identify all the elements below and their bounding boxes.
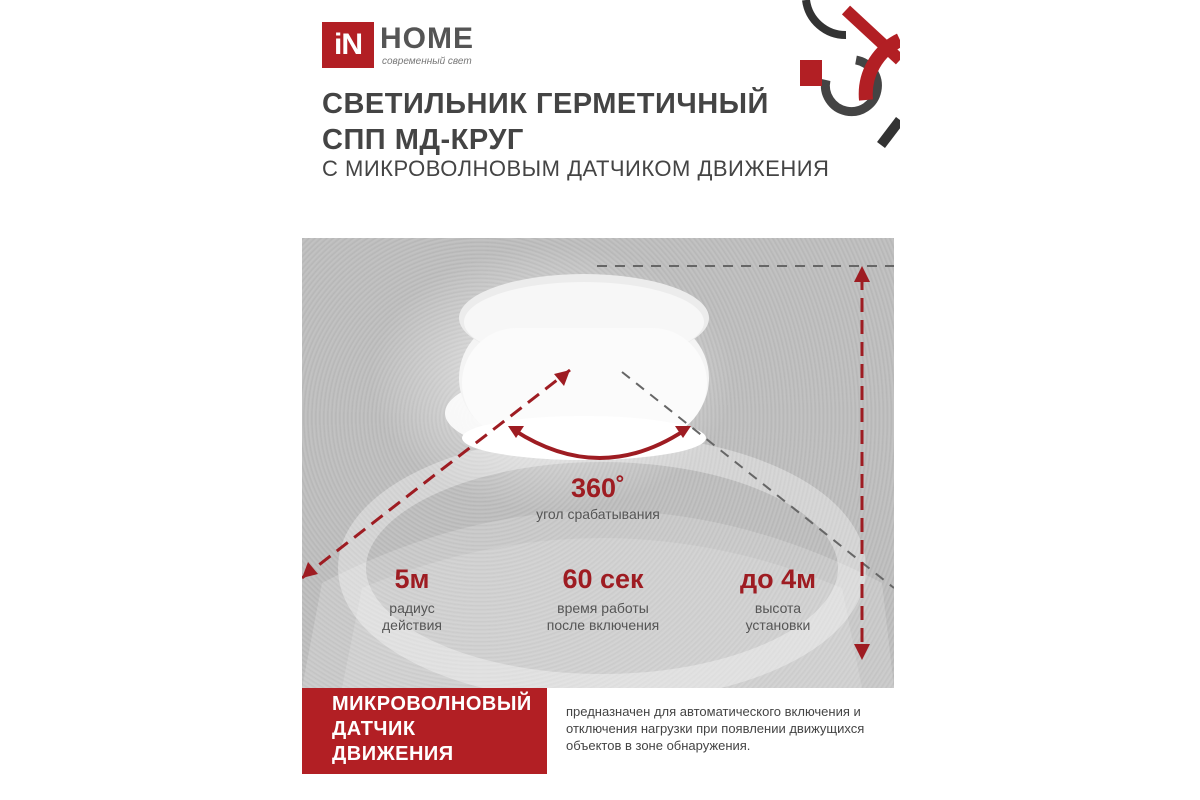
logo-mark: iN [322, 22, 374, 68]
angle-value: 360˚ [570, 473, 626, 503]
radius-spec [357, 564, 467, 634]
product-subtitle: С МИКРОВОЛНОВЫМ ДАТЧИКОМ ДВИЖЕНИЯ [322, 156, 830, 181]
product-title [322, 86, 769, 158]
feature-description: предназначен для автоматического включения и отключения нагрузки при появлении движущихся объектов в зоне обнаружения. [566, 704, 865, 753]
radius-value: 5м [394, 564, 430, 594]
time-label: время работы после включения [546, 600, 660, 633]
angle-label: угол срабатывания [536, 506, 660, 522]
title-line-2: СПП МД-КРУГ [322, 124, 524, 156]
lamp-illustration [445, 274, 709, 460]
height-label: высота установки [745, 600, 811, 633]
logo-tagline: современный свет [382, 56, 472, 67]
angle-spec [538, 473, 658, 503]
product-hero-image [302, 238, 894, 688]
logo-name: HOME [380, 22, 474, 55]
height-spec [723, 564, 833, 634]
brand-logo [322, 22, 492, 70]
time-value: 60 сек [562, 564, 644, 594]
decorative-corner-graphic [786, 0, 900, 150]
height-value: до 4м [739, 564, 817, 594]
angle-spec-label [508, 506, 688, 523]
feature-banner: МИКРОВОЛНОВЫЙ ДАТЧИК ДВИЖЕНИЯ [302, 688, 547, 774]
title-line-1: СВЕТИЛЬНИК ГЕРМЕТИЧНЫЙ [322, 88, 769, 120]
time-spec [523, 564, 683, 634]
radius-label: радиус действия [381, 600, 443, 633]
